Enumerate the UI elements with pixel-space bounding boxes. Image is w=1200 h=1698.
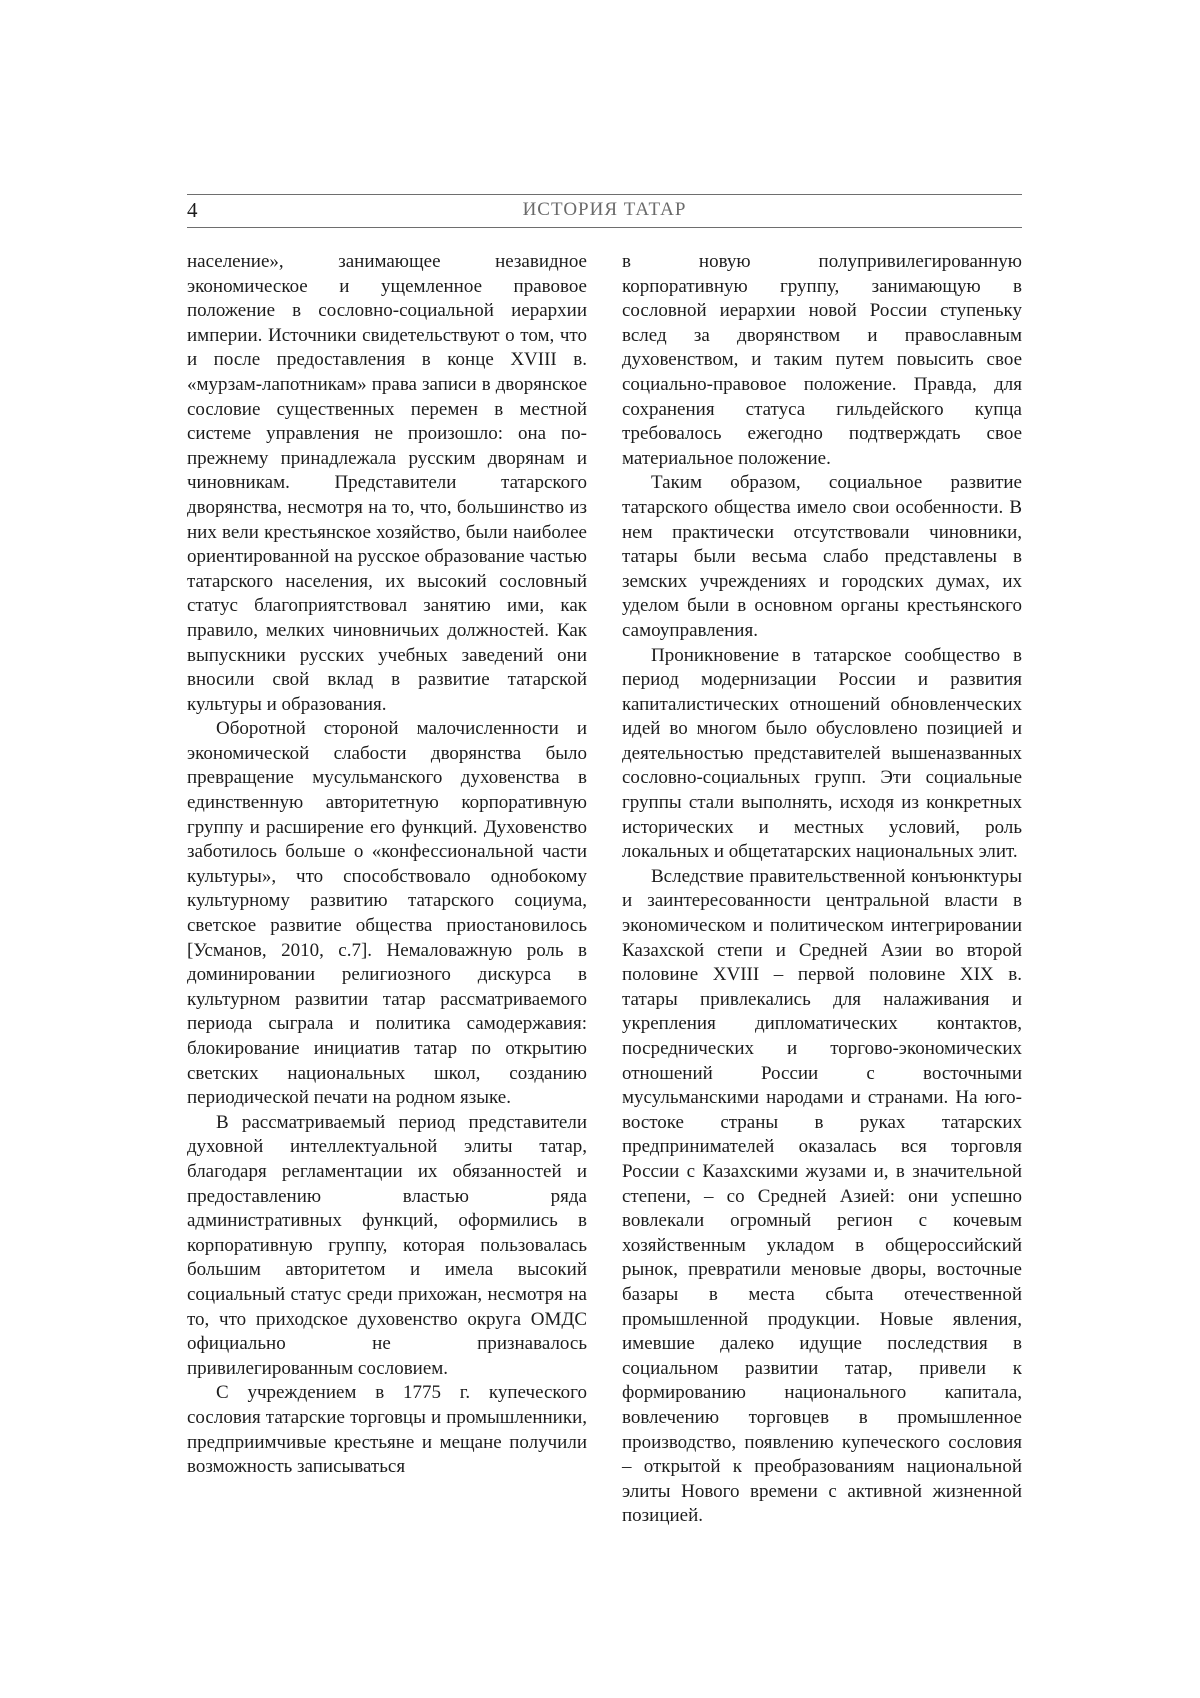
- paragraph: В рассматриваемый период представители духовной интеллектуальной элиты татар, благодаря регламентации их обязанностей и предоставлению властью ряда административных функций, оформились в корпоративную группу, которая пользовалась большим авторитетом и имела высокий социальный статус среди прихожан, несмотря на то, что приходское духовенство округа ОМДС официально не признавалось привилегированным сословием.: [187, 1111, 587, 1379]
- page-number: 4: [187, 198, 198, 222]
- paragraph: Таким образом, социальное развитие татарского общества имело свои особенности. В нем практически отсутствовали чиновники, татары были весьма слабо представлены в земских учреждениях и городских думах, их уделом были в основном органы крестьянского самоуправления.: [622, 472, 1022, 641]
- page-header: [187, 194, 1022, 228]
- paragraph: Вследствие правительственной конъюнктуры и заинтересованности центральной власти в экономическом и политическом интегрировании Казахской степи и Средней Азии во второй половине XVIII – первой половине XIX в. татары привлекались для налаживания и укрепления дипломатических контактов, посреднических и торгово-экономических отношений России с восточными мусульманскими народами и странами. На юго-востоке страны в руках татарских предпринимателей оказалась вся торговля России с Казахскими жузами и, в значительной степени, – со Средней Азией: они успешно вовлекали огромный регион с кочевым хозяйственным укладом в общероссийский рынок, превратили меновые дворы, восточные базары в места сбыта отечественной промышленной продукции. Новые явления, имевшие далеко идущие последствия в социальном развитии татар, привели к формированию национального капитала, вовлечению торговцев в промышленное производство, появлению купеческого сословия – открытой к преобразованиям национальной элиты Нового времени с активной жизненной позицией.: [622, 865, 1022, 1527]
- paragraph: население», занимающее незавидное экономическое и ущемленное правовое положение в сословно-социальной иерархии империи. Источники свидетельствуют о том, что и после предоставления в конце XVIII в. «мурзам-лапотникам» права записи в дворянское сословие существенных перемен в местной системе управления не произошло: она по-прежнему принадлежала русским дворянам и чиновникам. Представители татарского дворянства, несмотря на то, что, большинство из них вели крестьянское хозяйство, были наиболее ориентированной на русское образование частью татарского населения, их высокий сословный статус благоприятствовал занятию ими, как правило, мелких чиновничьих должностей. Как выпускники русских учебных заведений они вносили свой вклад в развитие татарской культуры и образования.: [187, 251, 587, 715]
- right-column: [622, 250, 1022, 1529]
- paragraph: в новую полупривилегированную корпоративную группу, занимающую в сословной иерархии новой России ступеньку вслед за дворянством и православным духовенством, и таким путем повысить свое социально-правовое положение. Правда, для сохранения статуса гильдейского купца требовалось ежегодно подтверждать свое материальное положение.: [622, 251, 1022, 469]
- paragraph: Проникновение в татарское сообщество в период модернизации России и развития капиталистических отношений обновленческих идей во многом было обусловлено позицией и деятельностью представителей вышеназванных сословно-социальных групп. Эти социальные группы стали выполнять, исходя из конкретных исторических и местных условий, роль локальных и общетатарских национальных элит.: [622, 644, 1022, 863]
- left-column: [187, 250, 587, 1480]
- running-title: ИСТОРИЯ ТАТАР: [522, 199, 687, 220]
- paragraph: С учреждением в 1775 г. купеческого сословия татарские торговцы и промышленники, предприимчивые крестьяне и мещане получили возможность записываться: [187, 1382, 587, 1478]
- paragraph: Оборотной стороной малочисленности и экономической слабости дворянства было превращение мусульманского духовенства в единственную авторитетную корпоративную группу и расширение его функций. Духовенство заботилось больше о «конфессиональной части культуры», что способствовало однобокому культурному развитию татарского социума, светское развитие общества приостановилось [Усманов, 2010, с.7]. Немаловажную роль в доминировании религиозного дискурса в культурном развитии татар рассматриваемого периода сыграла и политика самодержавия: блокирование инициатив татар по открытию светских национальных школ, созданию периодической печати на родном языке.: [187, 718, 587, 1109]
